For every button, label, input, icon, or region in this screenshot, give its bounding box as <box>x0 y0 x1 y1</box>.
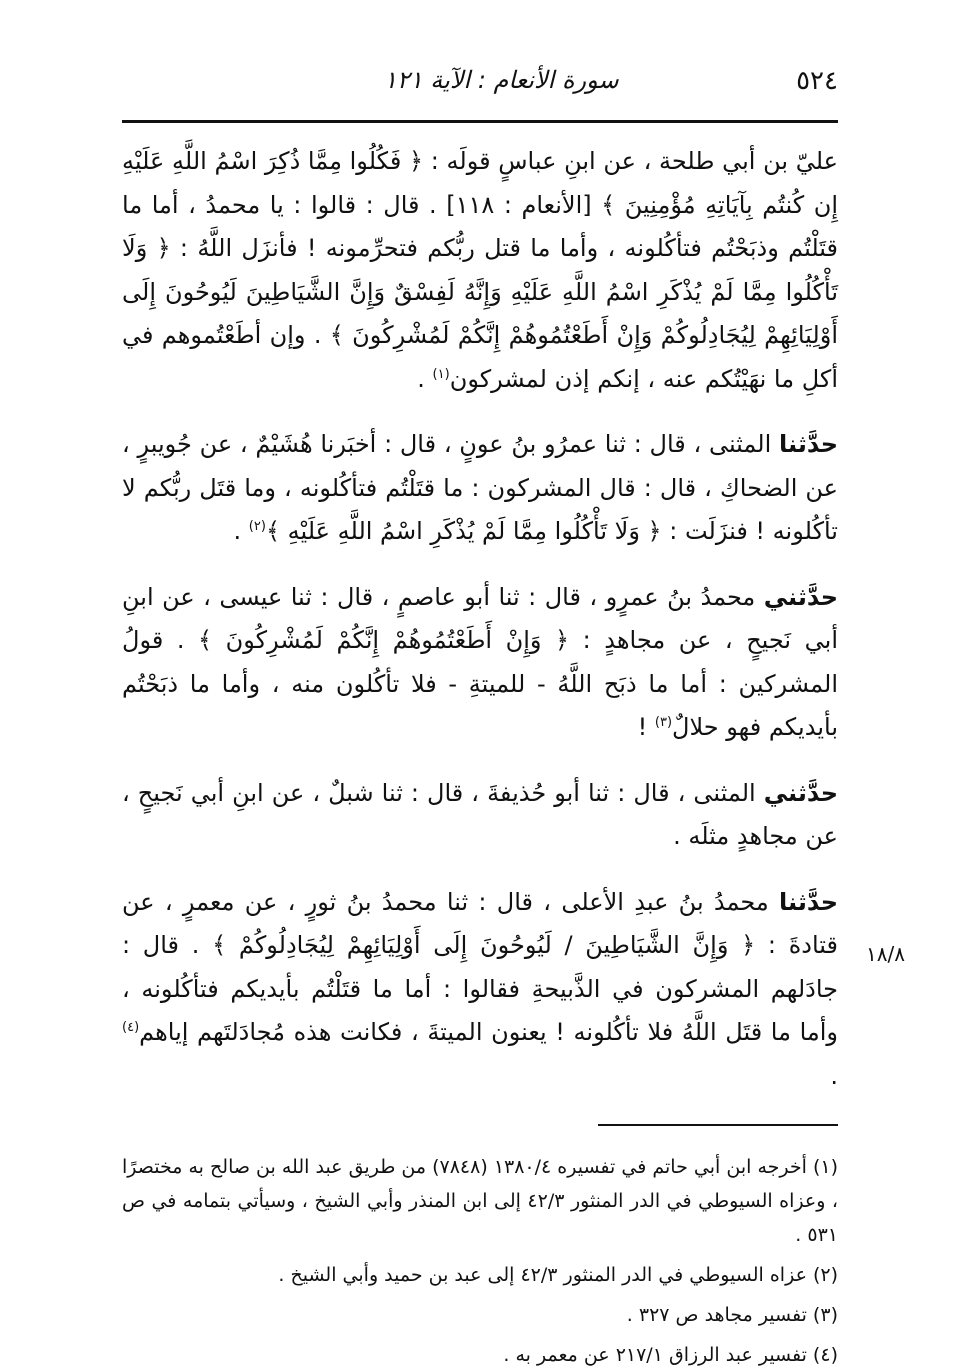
paragraph-3 <box>122 576 838 750</box>
paragraph-lead: حدَّثنا <box>779 887 838 916</box>
paragraph-text: محمدُ بنُ عمرٍو ، قال : ثنا أبو عاصمٍ ، قال : ثنا عيسى ، عن ابنِ أبي نَجيحٍ ، عن مجاهدٍ : ﴿ وَإِنْ أَطَعْتُمُوهُمْ إِنَّكُمْ لَمُشْرِكُونَ ﴾ . قولُ المشركين : أما ما ذبَح اللَّهُ - للميتةِ - فلا تأكُلون منه ، وأما ما ذبَحْتُم بأيديكم فهو حلالٌ <box>122 582 838 741</box>
footnote-3: (٣) تفسير مجاهد ص ٣٢٧ . <box>626 1304 838 1326</box>
footnote-1: (١) أخرجه ابن أبي حاتم في تفسيره ١٣٨٠/٤ (٧٨٤٨) من طريق عبد الله بن صالح به مختصرًا ، وعزاه السيوطي في الدر المنثور ٤٢/٣ إلى ابن المنذر وأبي الشيخ ، وسيأتي بتمامه في ص ٥٣١ . <box>122 1156 839 1246</box>
main-text <box>122 140 838 1120</box>
page-number: ٥٢٤ <box>796 66 838 96</box>
running-title: سورة الأنعام : الآية ١٢١ <box>384 66 619 94</box>
paragraph-end: . <box>830 1061 838 1090</box>
paragraph-text: المثنى ، قال : ثنا عمرُو بنُ عونٍ ، قال : أخبَرنا هُشَيْمٌ ، عن جُويبرٍ ، عن الضحاكِ ، قال : قال المشركون : ما قتَلْتُم فتأكُلونه ، وما قتَل ربُّكم لا تأكُلونه ! فنزَلَت : ﴿ وَلَا تَأْكُلُوا مِمَّا لَمْ يُذْكَرِ اسْمُ اللَّهِ عَلَيْهِ ﴾ <box>122 430 838 545</box>
paragraph-text: المثنى ، قال : ثنا أبو حُذيفةَ ، قال : ثنا شبلٌ ، عن ابنِ أبي نَجيحٍ ، عن مجاهدٍ مثلَه . <box>122 778 838 850</box>
paragraph-2 <box>122 423 838 554</box>
footnote-ref-3[interactable]: (٣) <box>654 715 673 730</box>
paragraph-lead: حدَّثنا <box>779 430 838 458</box>
footnote-ref-1[interactable]: (١) <box>432 366 450 382</box>
footnote-2: (٢) عزاه السيوطي في الدر المنثور ٤٢/٣ إلى عبد بن حميد وأبي الشيخ . <box>278 1264 838 1286</box>
paragraph-lead: حدَّثني <box>763 778 838 807</box>
footnote-4: (٤) تفسير عبد الرزاق ٢١٧/١ عن معمر به . <box>503 1344 838 1366</box>
page-header <box>122 60 838 118</box>
paragraph-text: محمدُ بنُ عبدِ الأعلى ، قال : ثنا محمدُ بنُ ثورٍ ، عن معمرٍ ، عن قتادةَ : ﴿ وَإِنَّ الشَّيَاطِينَ / لَيُوحُونَ إِلَى أَوْلِيَائِهِمْ لِيُجَادِلُوكُمْ ﴾ . قال : جادَلهم المشركون في الذَّبيحةِ فقالوا : أما ما قتَلْتُم بأيديكم فتأكُلونه ، وأما ما قتَل اللَّهُ فلا تأكُلونه ! يعنون الميتةَ ، فكانت هذه مُجادَلتَهم إياهم <box>122 887 838 1046</box>
footnote-ref-4[interactable]: (٤) <box>122 1020 140 1035</box>
paragraph-end: ! <box>637 713 655 741</box>
header-rule <box>122 120 838 123</box>
paragraph-1 <box>122 140 838 401</box>
paragraph-lead: حدَّثني <box>763 582 838 611</box>
paragraph-4 <box>122 772 838 859</box>
footnotes <box>122 1150 838 1372</box>
paragraph-5 <box>122 881 838 1099</box>
marginal-volume-page-note: ١٨/٨ <box>866 942 905 966</box>
footnote-rule <box>598 1124 838 1126</box>
footnote-ref-2[interactable]: (٢) <box>248 519 266 534</box>
paragraph-text: عليّ بن أبي طلحة ، عن ابنِ عباسٍ قولَه : ﴿ فَكُلُوا مِمَّا ذُكِرَ اسْمُ اللَّهِ عَلَيْهِ إِن كُنتُم بِآيَاتِهِ مُؤْمِنِينَ ﴾ [الأنعام : ١١٨] . قال : قالوا : يا محمدُ ، أما ما قتَلْتُم وذبَحْتُم فتأكُلونه ، وأما ما قتل ربُّكم فتحرِّمونه ! فأنزَل اللَّهُ : ﴿ وَلَا تَأْكُلُوا مِمَّا لَمْ يُذْكَرِ اسْمُ اللَّهِ عَلَيْهِ وَإِنَّهُ لَفِسْقٌ وَإِنَّ الشَّيَاطِينَ لَيُوحُونَ إِلَى أَوْلِيَائِهِمْ لِيُجَادِلُوكُمْ وَإِنْ أَطَعْتُمُوهُمْ إِنَّكُمْ لَمُشْرِكُونَ ﴾ . وإن أطَعْتُموهم في أكلِ ما نهَيْتُكم عنه ، إنكم إذن لمشركون <box>122 147 838 393</box>
paragraph-end: . <box>417 364 433 393</box>
paragraph-end: . <box>233 517 249 545</box>
